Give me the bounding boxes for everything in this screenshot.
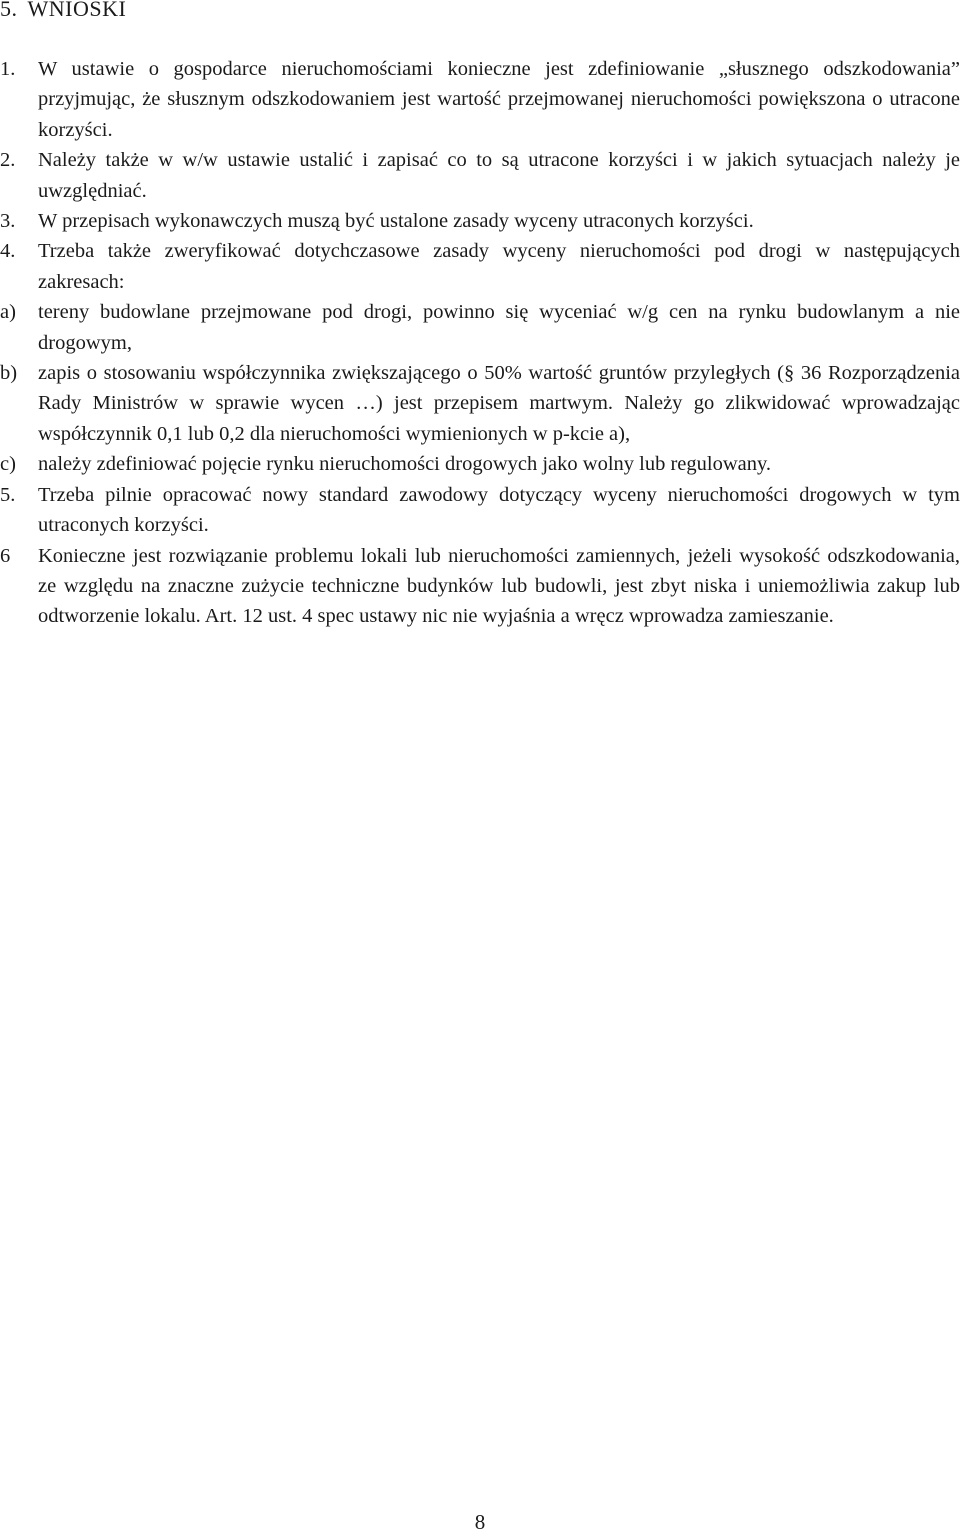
sub-list-item [0, 449, 960, 479]
list-item-text: Należy także w w/w ustawie ustalić i zapisać co to są utracone korzyści i w jakich sytuacjach należy je uwzględniać. [38, 149, 960, 202]
list-item [0, 54, 960, 145]
list-item-number: 3. [0, 210, 16, 233]
sub-list-item [0, 358, 960, 449]
section-heading [0, 0, 126, 24]
sub-list-item-letter: c) [0, 453, 16, 476]
list-item [0, 541, 960, 632]
list-item-number: 2. [0, 149, 16, 172]
sub-list-item [0, 297, 960, 358]
list-item-text: Trzeba pilnie opracować nowy standard zawodowy dotyczący wyceny nieruchomości drogowych w tym utraconych korzyści. [38, 483, 960, 537]
section-number: 5. [0, 0, 18, 21]
list-item-text: W przepisach wykonawczych muszą być ustalone zasady wyceny utraconych korzyści. [38, 210, 754, 233]
list-item-number: 4. [0, 240, 16, 263]
section-title: WNIOSKI [27, 0, 127, 21]
sub-list-item-text: należy zdefiniować pojęcie rynku nieruchomości drogowych jako wolny lub regulowany. [38, 453, 772, 476]
list-item [0, 236, 960, 297]
list-item-text: Trzeba także zweryfikować dotychczasowe zasady wyceny nieruchomości pod drogi w następujących zakresach: [38, 240, 960, 293]
sub-list-item-letter: a) [0, 301, 16, 324]
list-item-number: 6 [0, 544, 11, 567]
sub-list-item-text: tereny budowlane przejmowane pod drogi, powinno się wyceniać w/g cen na rynku budowlanym a nie drogowym, [38, 301, 960, 354]
list-item-number: 1. [0, 58, 16, 80]
list-item [0, 206, 960, 236]
sub-list-item-text: zapis o stosowaniu współczynnika zwiększającego o 50% wartość gruntów przyległych (§ 36 Rozporządzenia Rady Ministrów w sprawie wycen …) jest przepisem martwym. Należy go zlikwidować wprowadzając współczynnik 0,1 lub 0,2 dla nieruchomości wymienionych w p-kcie a), [38, 362, 960, 445]
list-item [0, 480, 960, 541]
list-item-text: W ustawie o gospodarce nieruchomościami konieczne jest zdefiniowanie „słusznego odszkodowania” przyjmując, że słusznym odszkodowaniem jest wartość przejmowanej nieruchomości powiększona o utracone korzyści. [38, 58, 960, 141]
sub-list-item-letter: b) [0, 362, 18, 385]
list-item [0, 145, 960, 206]
list-item-text: Konieczne jest rozwiązanie problemu lokali lub nieruchomości zamiennych, jeżeli wysokość odszkodowania, ze względu na znaczne zużycie techniczne budynków lub budowli, jest zbyt niska i uniemożliwia zakup lub odtworzenie lokalu. Art. 12 ust. 4 spec ustawy nic nie wyjaśnia a wręcz wprowadza zamieszanie. [38, 544, 960, 628]
page-number: 8 [474, 1510, 486, 1534]
conclusions-list [0, 54, 960, 632]
list-item-number: 5. [0, 483, 16, 506]
